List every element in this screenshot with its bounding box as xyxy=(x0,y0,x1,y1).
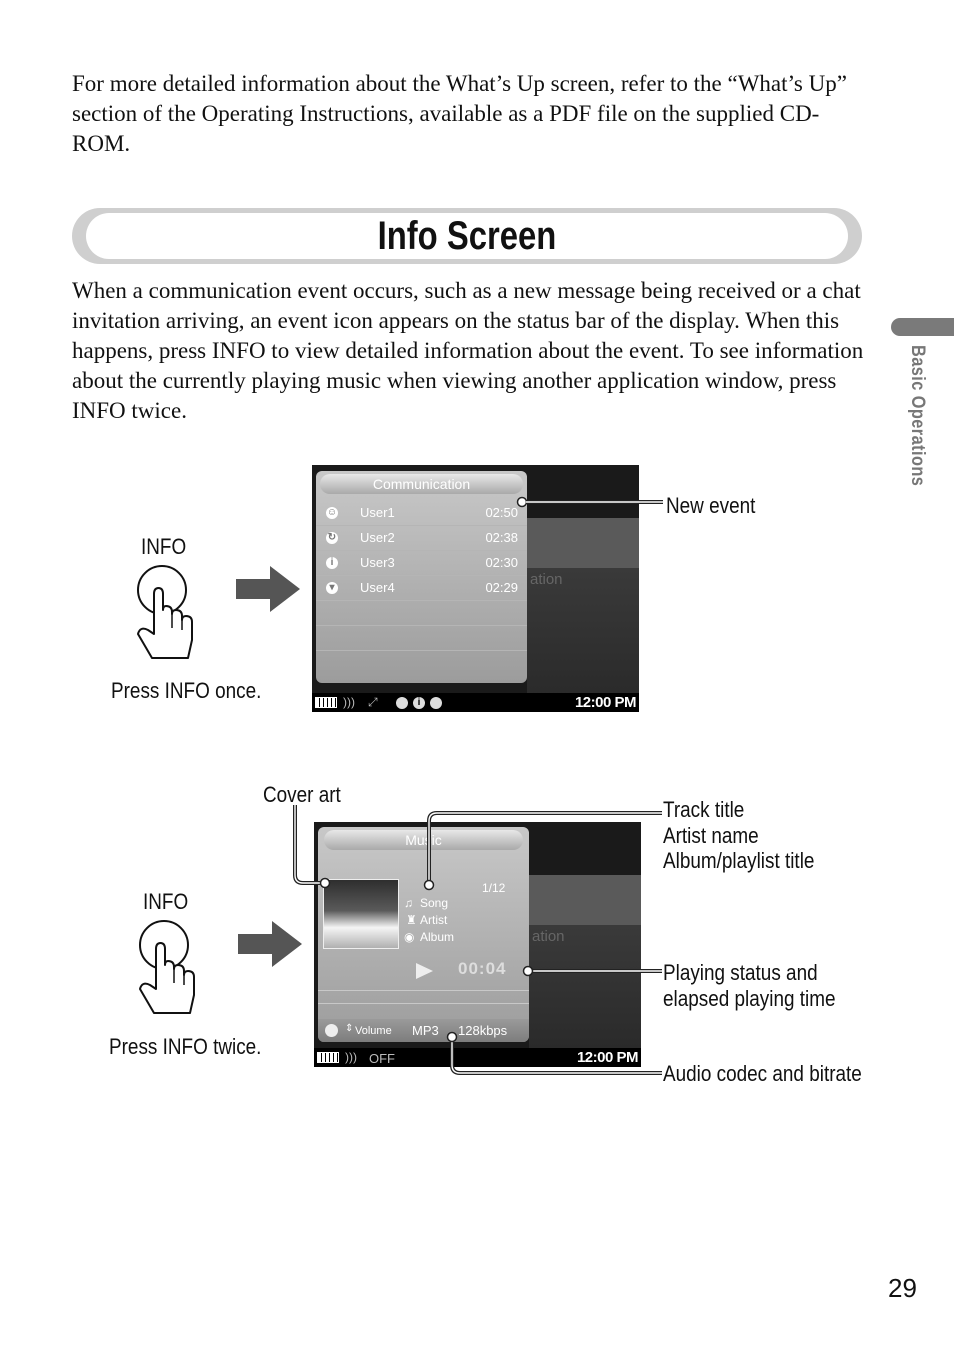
body-paragraph: When a communication event occurs, such as a new message being received or a chat invitation arriving, an event icon appears on the status bar of the display. When this happens, press INFO to view detailed information about the event. To see information about the currently playing music when viewing another application window, press INFO twice. xyxy=(72,278,864,423)
callout-lines-music xyxy=(290,805,670,1080)
callout-playing-status: Playing status and xyxy=(663,960,818,985)
callout-track-title: Track title xyxy=(663,797,745,822)
background-window-bar xyxy=(527,518,639,568)
elapsed-time: 00:04 xyxy=(458,959,507,978)
callout-elapsed-time: elapsed playing time xyxy=(663,986,836,1011)
section-title xyxy=(72,208,862,264)
clock: 12:00 PM xyxy=(576,1049,638,1066)
volume-arrows-icon: ⇕ xyxy=(345,1023,354,1034)
chat-icon: ☺ xyxy=(326,507,338,518)
wifi-icon: ))) xyxy=(343,695,355,709)
clock: 12:00 PM xyxy=(574,694,636,711)
status-info-icon: i xyxy=(413,697,425,709)
caption-press-once: Press INFO once. xyxy=(111,678,262,703)
invite-icon: ↻ xyxy=(327,532,337,543)
event-user: User3 xyxy=(360,555,395,570)
section-title-text: Info Screen xyxy=(377,213,557,258)
album-icon: ◉ xyxy=(404,930,415,944)
finger-press-icon xyxy=(132,915,202,1019)
event-time: 02:50 xyxy=(485,505,518,520)
info-button-label: INFO xyxy=(141,534,187,559)
battery-icon xyxy=(315,697,337,708)
communication-panel xyxy=(316,471,527,683)
event-user: User4 xyxy=(360,580,395,595)
callout-line-cover-art xyxy=(295,805,330,888)
album-title: Album xyxy=(420,930,455,944)
callout-codec-bitrate: Audio codec and bitrate xyxy=(663,1061,862,1086)
connection-icon: ⤢ xyxy=(368,695,378,709)
song-title: Song xyxy=(420,896,449,910)
status-chat-icon xyxy=(396,697,408,709)
side-section-label: Basic Operations xyxy=(907,345,928,487)
event-row[interactable] xyxy=(316,551,527,576)
intro-paragraph: For more detailed information about the What’s Up screen, refer to the “What’s Up” section of the Operating Instructions, available as a PDF file on the supplied CD-ROM. xyxy=(72,71,847,156)
background-window-text: ation xyxy=(530,571,563,588)
message-icon: ▾ xyxy=(326,582,338,594)
event-list xyxy=(316,501,527,651)
event-row[interactable] xyxy=(316,526,527,551)
info-icon: i xyxy=(326,557,338,569)
callout-album-title: Album/playlist title xyxy=(663,848,815,873)
event-time: 02:30 xyxy=(485,555,518,570)
event-row[interactable] xyxy=(316,501,527,526)
wifi-status: OFF xyxy=(369,1051,395,1066)
caption-press-twice: Press INFO twice. xyxy=(109,1034,262,1059)
right-arrow-icon xyxy=(236,566,300,612)
callout-line-new-event xyxy=(515,495,665,511)
artist-icon: ♜ xyxy=(406,913,417,927)
callout-line-track xyxy=(425,813,663,890)
event-row[interactable] xyxy=(316,576,527,601)
status-bar xyxy=(312,693,639,712)
callout-line-codec xyxy=(448,1033,663,1074)
bitrate: 128kbps xyxy=(458,1023,508,1038)
background-window-text: ation xyxy=(532,928,565,945)
page-number: 29 xyxy=(888,1273,917,1303)
side-tab-marker xyxy=(891,318,954,336)
music-note-icon: ♫ xyxy=(404,896,413,910)
callout-line-playing-status xyxy=(524,967,663,976)
track-position: 1/12 xyxy=(482,881,506,895)
audio-codec: MP3 xyxy=(412,1023,439,1038)
volume-label: Volume xyxy=(355,1025,392,1037)
artist-name: Artist xyxy=(420,913,448,927)
panel-title: Communication xyxy=(320,474,523,494)
callout-cover-art: Cover art xyxy=(263,782,341,807)
info-button-label: INFO xyxy=(143,889,189,914)
status-message-icon xyxy=(430,697,442,709)
callout-artist-name: Artist name xyxy=(663,823,759,848)
event-time: 02:29 xyxy=(485,580,518,595)
wifi-icon: ))) xyxy=(345,1050,357,1064)
event-row-empty xyxy=(316,626,527,651)
event-user: User2 xyxy=(360,530,395,545)
panel-title: Music xyxy=(324,830,523,850)
event-row-empty xyxy=(316,601,527,626)
finger-press-icon xyxy=(130,560,200,664)
event-time: 02:38 xyxy=(485,530,518,545)
callout-new-event: New event xyxy=(666,493,756,518)
event-user: User1 xyxy=(360,505,395,520)
